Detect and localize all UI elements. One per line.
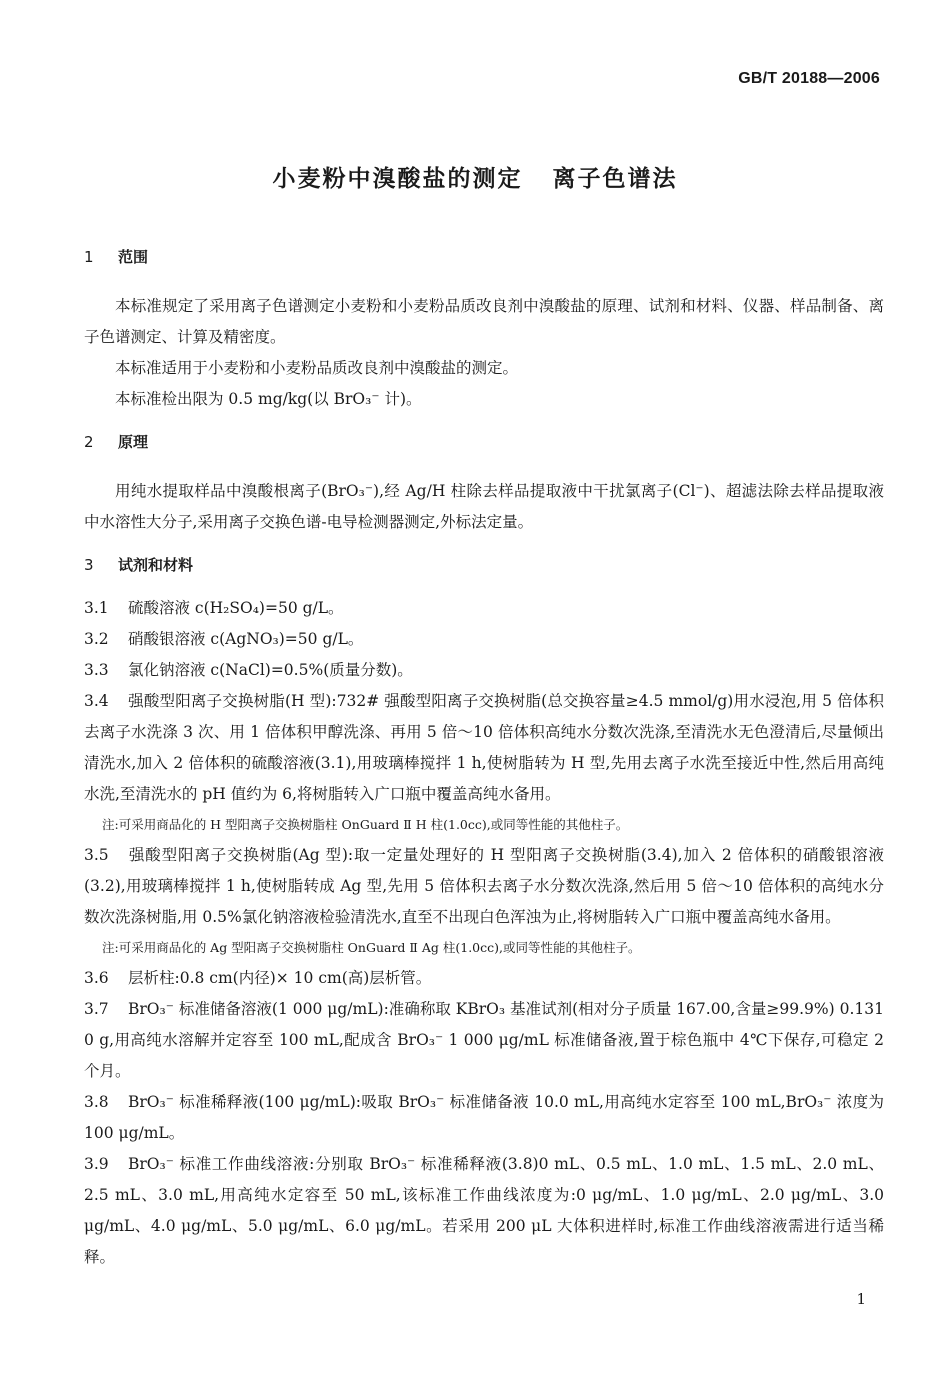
section-2-heading [84, 427, 884, 458]
clause-3-7: 3.7 BrO₃⁻ 标准储备溶液(1 000 μg/mL):准确称取 KBrO₃ 基准试剂(相对分子质量 167.00,含量≥99.9%) 0.131 0 g,用高纯水溶解并定容至 100 mL,配成含 BrO₃⁻ 1 000 μg/mL 标准储备液,置于棕色瓶中 4℃下保存,可稳定 2 个月。 [84, 1000, 884, 1080]
section-title: 范围 [118, 248, 149, 266]
clause-3-6: 3.6 层析柱:0.8 cm(内径)× 10 cm(高)层析管。 [84, 969, 432, 987]
section-title: 试剂和材料 [118, 556, 194, 574]
note-3-5: 注:可采用商品化的 Ag 型阳离子交换树脂柱 OnGuard Ⅱ Ag 柱(1.0cc),或同等性能的其他柱子。 [102, 940, 641, 955]
section-number: 3 [84, 556, 94, 574]
document-title [0, 160, 950, 193]
section-3-heading [84, 550, 884, 581]
standard-code: GB/T 20188—2006 [738, 70, 880, 87]
scope-paragraph-1: 本标准规定了采用离子色谱测定小麦粉和小麦粉品质改良剂中溴酸盐的原理、试剂和材料、仪器、样品制备、离子色谱测定、计算及精密度。 [84, 297, 884, 346]
document-body [84, 242, 884, 1273]
clause-3-3: 3.3 氯化钠溶液 c(NaCl)=0.5%(质量分数)。 [84, 661, 413, 679]
clause-3-2: 3.2 硝酸银溶液 c(AgNO₃)=50 g/L。 [84, 630, 364, 648]
section-1-heading [84, 242, 884, 273]
section-title: 原理 [118, 433, 149, 451]
page-number: 1 [856, 1290, 866, 1308]
clause-3-1: 3.1 硫酸溶液 c(H₂SO₄)=50 g/L。 [84, 599, 344, 617]
scope-paragraph-3: 本标准检出限为 0.5 mg/kg(以 BrO₃⁻ 计)。 [115, 390, 422, 408]
principle-paragraph: 用纯水提取样品中溴酸根离子(BrO₃⁻),经 Ag/H 柱除去样品提取液中干扰氯离子(Cl⁻)、超滤法除去样品提取液中水溶性大分子,采用离子交换色谱-电导检测器测定,外标法定量。 [84, 482, 884, 531]
scope-paragraph-2: 本标准适用于小麦粉和小麦粉品质改良剂中溴酸盐的测定。 [115, 359, 519, 377]
section-number: 1 [84, 248, 94, 266]
section-number: 2 [84, 433, 94, 451]
clause-3-5: 3.5 强酸型阳离子交换树脂(Ag 型):取一定量处理好的 H 型阳离子交换树脂(3.4),加入 2 倍体积的硝酸银溶液(3.2),用玻璃棒搅拌 1 h,使树脂转成 Ag 型,先用 5 倍体积去离子水分数次洗涤,然后用 5 倍～10 倍体积的高纯水分数次洗涤树脂,用 0.5%氯化钠溶液检验清洗水,直至不出现白色浑浊为止,将树脂转入广口瓶中覆盖高纯水备用。 [84, 846, 884, 926]
note-3-4: 注:可采用商品化的 H 型阳离子交换树脂柱 OnGuard Ⅱ H 柱(1.0cc),或同等性能的其他柱子。 [102, 817, 629, 832]
clause-3-9: 3.9 BrO₃⁻ 标准工作曲线溶液:分别取 BrO₃⁻ 标准稀释液(3.8)0 mL、0.5 mL、1.0 mL、1.5 mL、2.0 mL、2.5 mL、3.0 mL,用高纯水定容至 50 mL,该标准工作曲线浓度为:0 μg/mL、1.0 μg/mL、2.0 μg/mL、3.0 μg/mL、4.0 μg/mL、5.0 μg/mL、6.0 μg/mL。若采用 200 μL 大体积进样时,标准工作曲线溶液需进行适当稀释。 [84, 1155, 884, 1266]
title-method: 离子色谱法 [552, 166, 678, 192]
clause-3-4: 3.4 强酸型阳离子交换树脂(H 型):732# 强酸型阳离子交换树脂(总交换容量≥4.5 mmol/g)用水浸泡,用 5 倍体积去离子水洗涤 3 次、用 1 倍体积甲醇洗涤、再用 5 倍～10 倍体积高纯水分数次洗涤,至清洗水无色澄清后,尽量倾出清洗水,加入 2 倍体积的硫酸溶液(3.1),用玻璃棒搅拌 1 h,使树脂转为 H 型,先用去离子水洗至接近中性,然后用高纯水洗,至清洗水的 pH 值约为 6,将树脂转入广口瓶中覆盖高纯水备用。 [84, 692, 884, 803]
clause-3-8: 3.8 BrO₃⁻ 标准稀释液(100 μg/mL):吸取 BrO₃⁻ 标准储备液 10.0 mL,用高纯水定容至 100 mL,BrO₃⁻ 浓度为 100 μg/mL。 [84, 1093, 884, 1142]
title-main: 小麦粉中溴酸盐的测定 [272, 166, 523, 192]
